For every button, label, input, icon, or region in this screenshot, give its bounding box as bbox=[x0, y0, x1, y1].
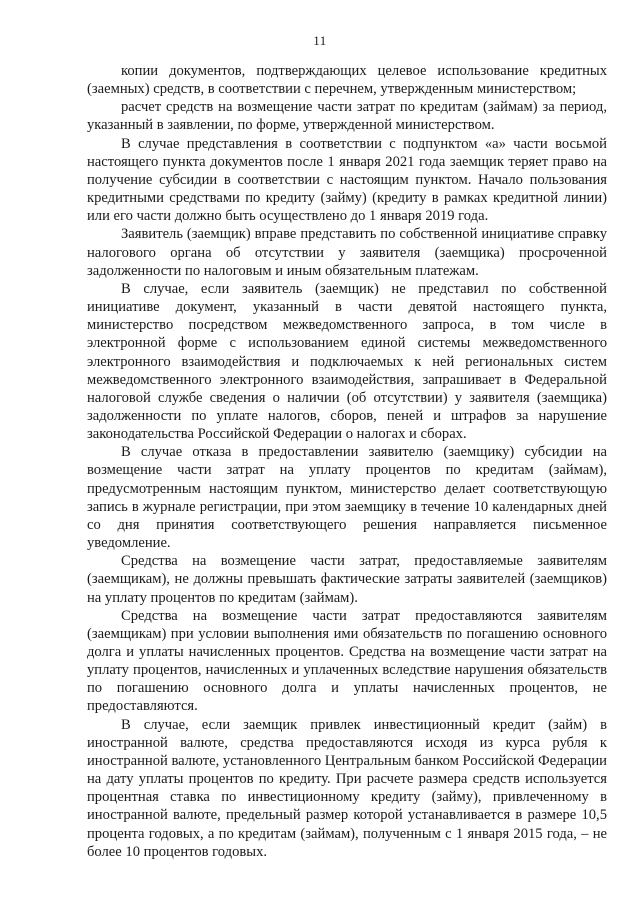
document-body bbox=[87, 62, 607, 861]
paragraph-refusal-notice: В случае отказа в предоставлении заявителю (заемщику) субсидии на возмещение части затрат на уплату процентов по кредитам (займам), предусмотренным настоящим пунктом, министерство делает соответствующую запись в журнале регистрации, при этом заемщику в течение 10 календарных дней со дня принятия соответствующего решения направляется письменное уведомление. bbox=[87, 444, 607, 552]
paragraph-tax-certificate: Заявитель (заемщик) вправе представить по собственной инициативе справку налогового органа об отсутствии у заявителя (заемщика) просроченной задолженности по налоговым и иным обязательным платежам. bbox=[87, 226, 607, 279]
paragraph-conditions-of-provision: Средства на возмещение части затрат предоставляются заявителям (заемщикам) при условии выполнения ими обязательств по погашению основного долга и уплаты начисленных процентов. Средства на возмещение части затрат на уплату процентов, начисленных и уплаченных вследствие нарушения обязательств по погашению основного долга и уплаты начисленных процентов, не предоставляются. bbox=[87, 607, 607, 715]
paragraph-interagency-request: В случае, если заявитель (заемщик) не представил по собственной инициативе документ, указанный в части девятой настоящего пункта, министерство посредством межведомственного запроса, в том числе в электронной форме с использованием единой системы межведомственного электронного взаимодействия и подключаемых к ней региональных систем межведомственного электронного взаимодействия, запрашивает в Федеральной налоговой службе сведения о наличии (об отсутствии) у заявителя (заемщика) задолженности по уплате налогов, сборов, пеней и штрафов за нарушение законодательства Российской Федерации о налогах и сборах. bbox=[87, 280, 607, 443]
paragraph-funds-limit: Средства на возмещение части затрат, предоставляемые заявителям (заемщикам), не должны превышать фактические затраты заявителей (заемщиков) на уплату процентов по кредитам (займам). bbox=[87, 553, 607, 606]
paragraph-calculation-of-funds: расчет средств на возмещение части затрат по кредитам (займам) за период, указанный в заявлении, по форме, утвержденной министерством. bbox=[87, 99, 607, 134]
paragraph-foreign-currency-loan: В случае, если заемщик привлек инвестиционный кредит (займ) в иностранной валюте, средства предоставляются исходя из курса рубля к иностранной валюте, установленного Центральным банком Российской Федерации на дату уплаты процентов по кредиту. При расчете размера средств используется процентная ставка по инвестиционному кредиту (займу), привлеченному в иностранной валюте, предельный размер которой устанавливается в размере 10,5 процента годовых, а по кредитам (займам), полученным с 1 января 2015 года, – не более 10 процентов годовых. bbox=[87, 716, 607, 860]
paragraph-copies-of-documents: копии документов, подтверждающих целевое использование кредитных (заемных) средств, в соответствии с перечнем, утвержденным министерством; bbox=[87, 63, 607, 98]
page-number: 11 bbox=[313, 33, 327, 48]
paragraph-late-submission: В случае представления в соответствии с подпунктом «а» части восьмой настоящего пункта документов после 1 января 2021 года заемщик теряет право на получение субсидии в соответствии с настоящим пунктом. Начало пользования кредитными средствами по кредиту (займу) (кредиту в рамках кредитной линии) или его части должно быть осуществлено до 1 января 2019 года. bbox=[87, 135, 607, 225]
